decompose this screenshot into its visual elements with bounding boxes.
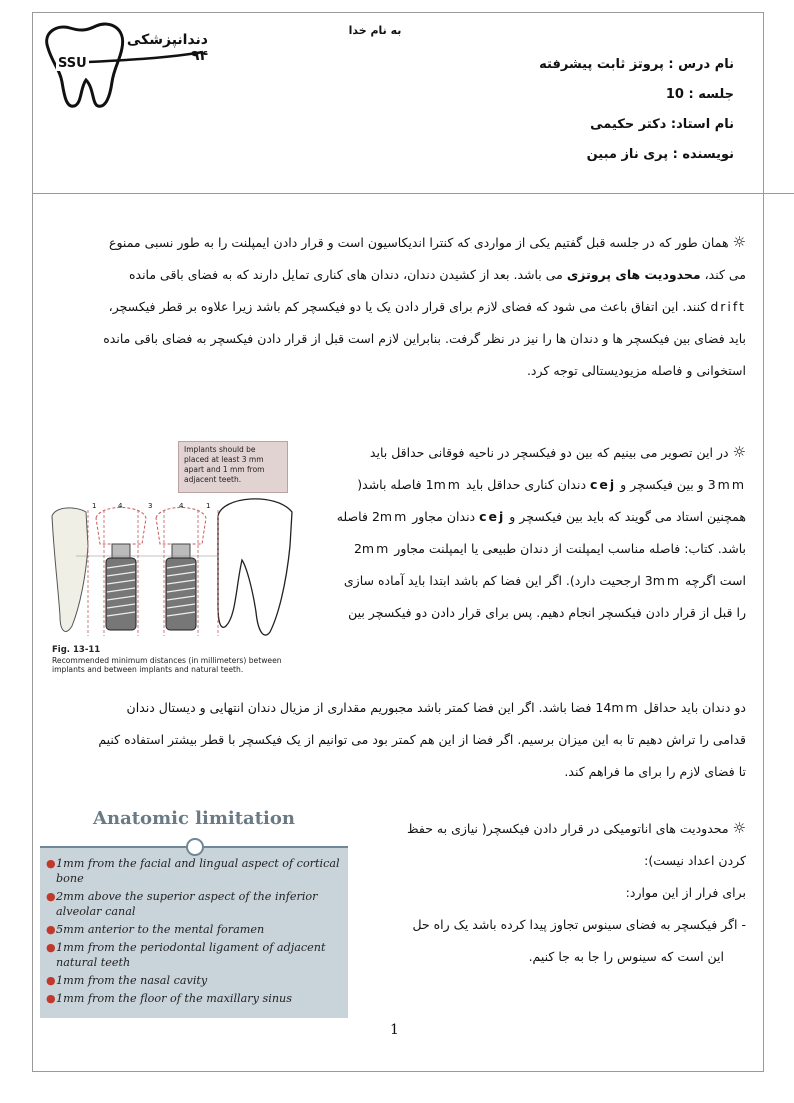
dim-label: 1 [206,502,211,510]
bold-term: محدودیت های پروتزی [566,267,701,282]
measurement: 3mm [707,477,746,492]
text-line [356,909,746,941]
text-line [356,877,746,909]
ssu-logo [38,18,208,110]
text-span: باید فضای بین فیکسچر ها و دندان ها را نیز در نظر گرفت. بنابراین لازم است قبل از قرار دادن فیکسچر به فضای باقی مانده [103,331,746,346]
header-meta [394,50,734,170]
text-span: همان طور که در جلسه قبل گفتیم یکی از مواردی که کنترا اندیکاسیون است و قرار دادن ایمپلنت را به طور نسبی ممنوع [109,235,729,250]
bullet-icon: ● [46,923,56,936]
teacher-name: نام استاد: دکتر حکیمی [590,117,734,132]
text-line [300,469,746,501]
course-name: نام درس : پروتز ثابت پیشرفته [539,57,734,72]
text-span: قدامی را تراش دهیم تا به این میزان برسیم. اگر فضا از این هم کمتر بود می توانیم از یک فیکسچر با قطر بیشتر استفاده کنیم [98,732,746,747]
list-item-text: 1mm from the floor of the maxillary sinus [56,992,292,1005]
bullet-icon: ● [46,941,56,954]
latin-term: cej [479,509,506,524]
list-item-text: 1mm from the periodontal ligament of adjacent natural teeth [56,941,326,969]
measurement: 2mm [371,509,409,524]
text-span: تا فضای لازم را برای ما فراهم کند. [564,764,746,779]
dim-label: 1 [92,502,97,510]
figure-caption [52,645,297,675]
text-span: - اگر فیکسچر به فضای سینوس تجاوز پیدا کرده باشد یک راه حل [412,917,746,932]
text-span: کنند. این اتفاق باعث می شود که فضای لازم برای قرار دادن یک یا دو فیکسچر کم باشد زیرا علاوه بر قطر فیکسچر، [108,299,707,314]
text-line [356,941,746,973]
text-line [48,226,746,259]
text-span: می باشد. بعد از کشیدن دندان، دندان های کناری تمایل دارند که به فضای باقی مانده [128,267,563,282]
circle-ornament-icon [186,838,204,856]
text-span: را قبل از قرار دادن فیکسچر انجام دهیم. پس برای قرار دادن دو فیکسچر بین [348,605,746,620]
author-name: نویسنده : پری ناز مبین [586,147,734,162]
text-span: دندان مجاور [412,509,476,524]
list-item [46,991,346,1006]
text-span: می کند، [704,267,746,282]
text-line [48,756,746,788]
logo-sub: SSU [58,56,87,71]
text-span: است اگرچه [685,573,746,588]
latin-term: drift [710,299,746,314]
text-line [300,436,746,469]
text-line [48,291,746,323]
header-divider [32,193,794,194]
text-span: دندان کناری حداقل باید [465,477,587,492]
text-span: دو دندان باید حداقل [643,700,746,715]
paragraph-distances [300,436,746,629]
list-item [46,922,346,937]
text-span: برای فرار از این موارد: [625,885,746,900]
text-line [48,323,746,355]
anatomic-limitation-box [40,798,348,1018]
text-line [300,597,746,629]
text-line [48,355,746,387]
text-line [300,501,746,533]
bullet-icon: ● [46,974,56,987]
text-span: استخوانی و فاصله مزیودیستالی توجه کرد. [526,363,746,378]
latin-term: cej [590,477,617,492]
paragraph-anatomic [356,812,746,973]
basmala: به نام خدا [348,24,402,37]
text-span: ارجحیت دارد). اگر این فضا کم باشد ابتدا باید آماده سازی [343,573,641,588]
sun-bullet-icon: ☼ [732,819,746,837]
text-line [48,724,746,756]
list-item-text: 5mm anterior to the mental foramen [56,923,265,936]
measurement: 2mm [353,541,391,556]
list-item-text: 1mm from the facial and lingual aspect of cortical bone [56,857,340,885]
text-span: و بین فیکسچر و [620,477,704,492]
text-span: کردن اعداد نیست): [644,853,746,868]
text-span: فضا باشد. اگر این فضا کمتر باشد مجبوریم مقداری از مزیال دندان انتهایی و دیستال دندان [126,700,592,715]
text-line [48,692,746,724]
text-line [356,812,746,845]
measurement: 1mm [425,477,462,492]
measurement: 14mm [595,700,640,715]
paragraph-prosthetic-limitations [48,226,746,387]
list-item [46,940,346,970]
text-span: باشد. کتاب: فاصله مناسب ایمپلنت از دندان طبیعی یا ایمپلنت مجاور [394,541,746,556]
dim-label: 4 [118,502,123,510]
text-line [356,845,746,877]
bullet-icon: ● [46,992,56,1005]
text-span: همچنین استاد می گویند که باید بین فیکسچر و [509,509,746,524]
list-item [46,973,346,988]
list-item [46,856,346,886]
bullet-icon: ● [46,890,56,903]
text-span: فاصله [336,509,368,524]
list-item-text: 1mm from the nasal cavity [56,974,208,987]
text-line [300,533,746,565]
text-line [300,565,746,597]
measurement: 3mm [644,573,682,588]
bullet-icon: ● [46,857,56,870]
page-number: 1 [390,1022,399,1038]
list-item-text: 2mm above the superior aspect of the inferior alveolar canal [56,890,318,918]
text-span: فاصله باشد( [357,477,422,492]
paragraph-distances-continued [48,692,746,788]
sun-bullet-icon: ☼ [732,443,746,461]
caption-text: Recommended minimum distances (in millimeters) between implants and between implants and natural teeth. [52,655,282,674]
list-item [46,889,346,919]
logo-text: دندانپزشکی ۹۴ [126,32,208,64]
anatomic-list [46,856,346,1009]
text-span: محدودیت های اناتومیکی در قرار دادن فیکسچر( نیازی به حفظ [407,821,729,836]
text-span: در این تصویر می بینیم که بین دو فیکسچر در ناحیه فوقانی حداقل باید [369,445,729,460]
caption-title: Fig. 13-11 [52,645,101,655]
figure-callout: Implants should be placed at least 3 mm apart and 1 mm from adjacent teeth. [178,441,288,493]
anatomic-title: Anatomic limitation [93,808,295,829]
text-line [48,259,746,291]
dim-label: 3 [148,502,153,510]
text-span: این است که سینوس را جا به جا کنیم. [528,949,724,964]
session-number: جلسه : 10 [665,87,734,102]
dim-label: 4 [179,502,184,510]
sun-bullet-icon: ☼ [732,233,746,251]
